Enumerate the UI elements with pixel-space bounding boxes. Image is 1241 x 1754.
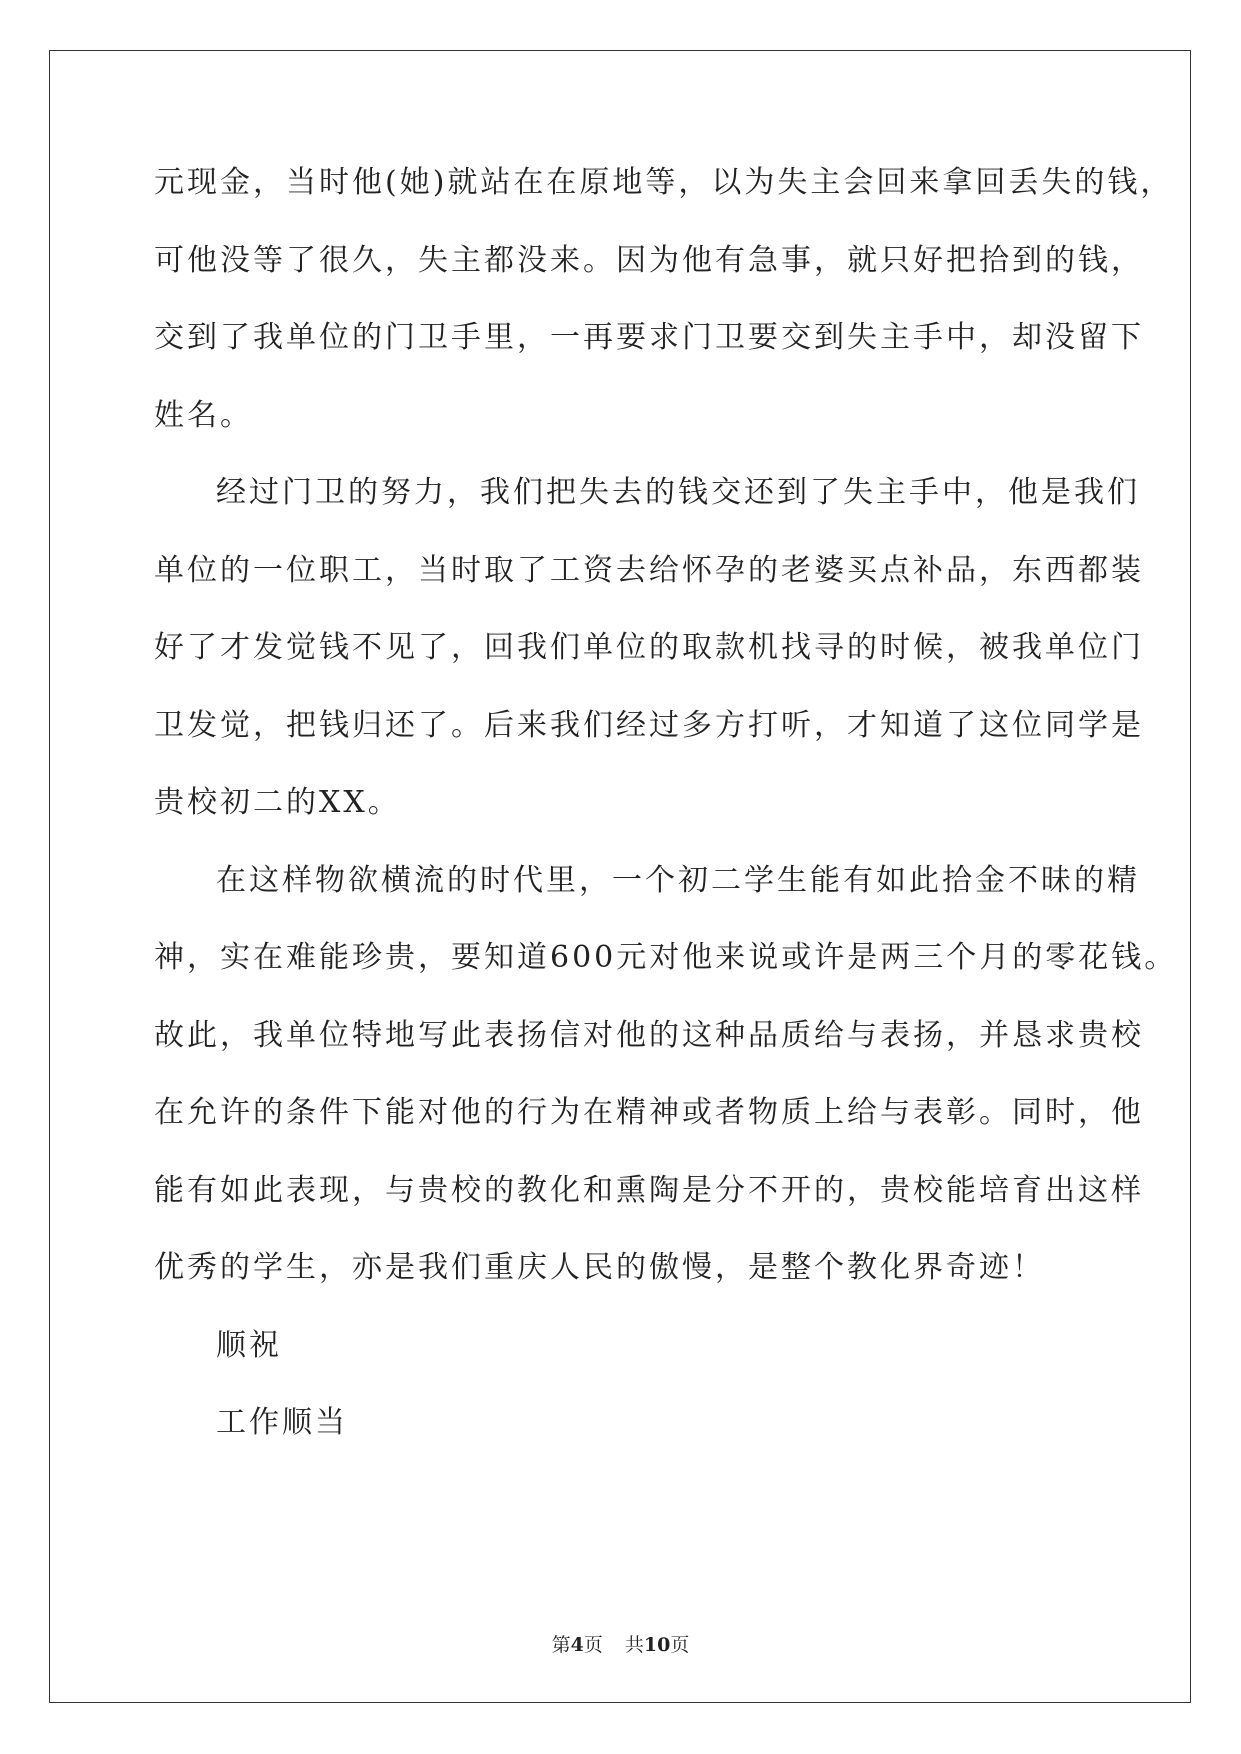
paragraph-1 [154,163,1174,473]
paragraph-2 [154,473,1144,861]
text-line: 神，实在难能珍贵，要知道600元对他来说或许是两三个月的零花钱。 [154,940,1178,975]
text-line: 在这样物欲横流的时代里，一个初二学生能有如此拾金不昧的精 [216,862,1140,898]
text-line: 卫发觉，把钱归还了。后来我们经过多方打听，才知道了这位同学是 [154,707,1144,743]
page-suffix: 页 [583,1634,603,1656]
page-prefix: 第 [551,1634,571,1656]
text-line: 元现金，当时他(她)就站在在原地等，以为失主会回来拿回丢失的钱， [154,165,1174,200]
text-line: 故此，我单位特地写此表扬信对他的这种品质给与表扬，并恳求贵校 [154,1017,1144,1053]
page-number: 4 [570,1634,584,1656]
text-line: 交到了我单位的门卫手里，一再要求门卫要交到失主手中，却没留下 [154,320,1144,355]
page-footer [0,1630,1241,1657]
text-line: 经过门卫的努力，我们把失去的钱交还到了失主手中，他是我们 [216,475,1140,510]
paragraph-3 [154,861,1178,1326]
closing-salutation: 顺祝 [216,1327,282,1363]
total-prefix: 共 [624,1634,644,1656]
text-line: 单位的一位职工，当时取了工资去给怀孕的老婆买点补品，东西都装 [154,552,1144,588]
closing-wish: 工作顺当 [216,1405,348,1440]
total-pages: 10 [643,1634,671,1656]
letter-body [154,163,1178,1481]
text-line: 优秀的学生，亦是我们重庆人民的傲慢，是整个教化界奇迹！ [154,1250,1045,1285]
total-suffix: 页 [670,1634,690,1656]
text-line: 好了才发觉钱不见了，回我们单位的取款机找寻的时候，被我单位门 [154,630,1144,665]
text-line: 在允许的条件下能对他的行为在精神或者物质上给与表彰。同时，他 [154,1095,1144,1130]
text-line: 贵校初二的XX。 [154,785,401,820]
text-line: 能有如此表现，与贵校的教化和熏陶是分不开的，贵校能培育出这样 [154,1172,1144,1208]
text-line: 姓名。 [154,397,253,433]
text-line: 可他没等了很久，失主都没来。因为他有急事，就只好把拾到的钱， [154,242,1144,278]
